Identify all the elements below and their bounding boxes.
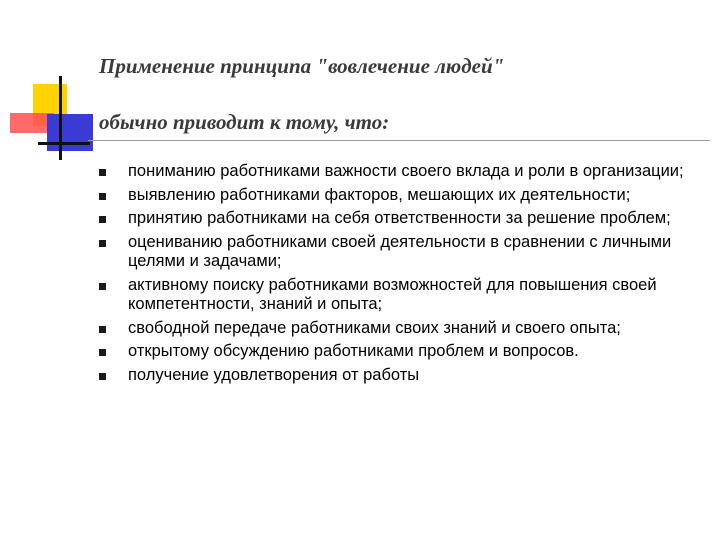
square-bullet-icon [99, 373, 106, 380]
slide-title [99, 38, 699, 150]
list-item-text: получение удовлетворения от работы [128, 365, 420, 384]
list-item-text: активному поиску работниками возможностей для повышения своей компетентности, знаний и опыта; [128, 275, 657, 313]
title-line-2: обычно приводит к тому, что: [99, 110, 390, 134]
logo-vertical-line [59, 76, 62, 160]
list-item [98, 209, 698, 229]
list-item-text: выявлению работниками факторов, мешающих их деятельности; [128, 185, 631, 204]
list-item-text: открытому обсуждению работниками проблем и вопросов. [128, 342, 579, 360]
square-bullet-icon [99, 283, 106, 290]
list-item-text: оцениванию работниками своей деятельности в сравнении с личными целями и задачами; [128, 232, 672, 270]
square-bullet-icon [99, 193, 106, 200]
list-item [98, 233, 698, 272]
square-bullet-icon [99, 169, 106, 176]
list-item [98, 276, 698, 315]
logo-blue-square [47, 114, 93, 151]
list-item [98, 342, 698, 362]
list-item [98, 186, 698, 206]
bullet-list [98, 162, 698, 389]
list-item [98, 162, 698, 182]
list-item-text: принятию работниками на себя ответственности за решение проблем; [128, 209, 671, 227]
title-line-1: Применение принципа "вовлечение людей" [99, 54, 505, 78]
square-bullet-icon [99, 240, 106, 247]
list-item [98, 319, 698, 339]
logo-horizontal-line [38, 142, 90, 145]
square-bullet-icon [99, 216, 106, 223]
square-bullet-icon [99, 349, 106, 356]
list-item [98, 366, 698, 386]
list-item-text: свободной передаче работниками своих знаний и своего опыта; [128, 318, 621, 337]
square-bullet-icon [99, 326, 106, 333]
list-item-text: пониманию работниками важности своего вклада и роли в организации; [128, 162, 684, 180]
